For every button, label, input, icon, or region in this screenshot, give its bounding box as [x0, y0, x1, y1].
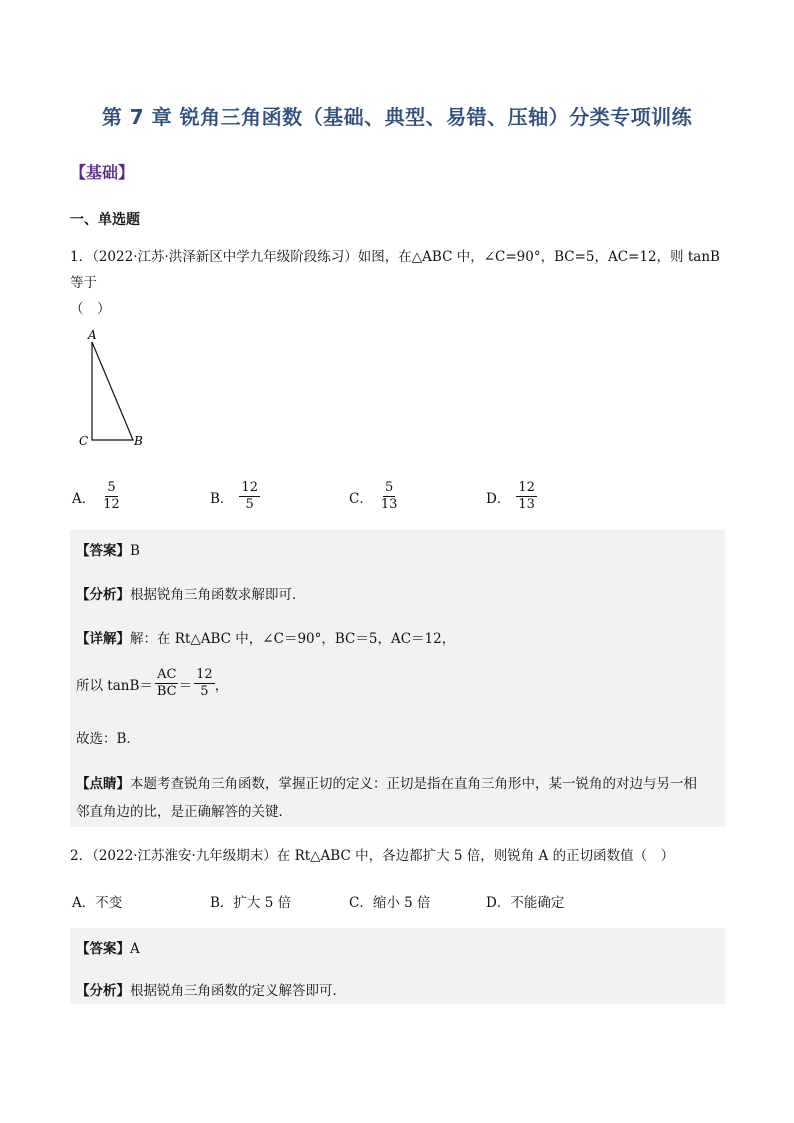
q1-option-d[interactable] — [486, 480, 537, 513]
question-2: 2．（2022·江苏淮安·九年级期末）在 Rt△ABC 中，各边都扩大 5 倍，则锐角 A 的正切函数值（ ） — [70, 848, 675, 864]
q1-option-c-letter: C． — [349, 490, 373, 507]
q2-option-a[interactable]: A．不变 — [72, 895, 123, 911]
subsection-heading: 一、单选题 — [70, 212, 140, 228]
triangle-abc — [92, 342, 133, 440]
q1-detail-line2: 所以 tanB＝ $\frac{AC}{BC}$ ＝ $\frac{12}{5}$ ， — [76, 667, 229, 699]
question-1 — [70, 244, 725, 322]
q1-analysis: 【分析】根据锐角三角函数求解即可． — [76, 587, 306, 603]
vertex-label-b: B — [134, 434, 143, 448]
q1-comment-line2: 邻直角边的比，是正确解答的关键． — [76, 804, 292, 820]
q1-option-c-fraction: $\frac{5}{13}$ — [380, 480, 398, 512]
q2-option-b[interactable]: B．扩大 5 倍 — [210, 895, 292, 911]
page-title: 第 7 章 锐角三角函数（基础、典型、易错、压轴）分类专项训练 — [101, 105, 693, 129]
vertex-label-a: A — [88, 328, 97, 342]
section-heading: 【基础】 — [70, 163, 135, 182]
q1-option-a-fraction: $\frac{5}{12}$ — [103, 480, 120, 512]
q1-detail-line3: 故选：B． — [76, 731, 140, 747]
q1-option-d-letter: D． — [486, 490, 511, 507]
q1-option-a[interactable] — [72, 480, 122, 513]
q2-answer: 【答案】A — [76, 941, 140, 957]
q2-analysis: 【分析】根据锐角三角函数的定义解答即可． — [76, 983, 346, 999]
q1-option-b-letter: B． — [210, 490, 234, 507]
triangle-figure — [75, 325, 155, 450]
q1-option-b-fraction: $\frac{12}{5}$ — [241, 480, 258, 512]
q2-option-c[interactable]: C．缩小 5 倍 — [349, 895, 431, 911]
q1-option-c[interactable] — [349, 480, 399, 513]
question-1-line2: （ ） — [70, 301, 111, 317]
q1-option-d-fraction: $\frac{12}{13}$ — [518, 480, 535, 512]
q1-detail-fraction-ac-bc: $\frac{AC}{BC}$ — [156, 667, 177, 699]
question-1-line1: 1．（2022·江苏·洪泽新区中学九年级阶段练习）如图，在△ABC 中，∠C=90°，BC=5，AC=12，则 tanB 等于 — [70, 249, 720, 291]
q1-option-b[interactable] — [210, 480, 260, 513]
q1-detail-line1: 【详解】解：在 Rt△ABC 中，∠C＝90°，BC＝5，AC＝12， — [76, 631, 456, 647]
q1-answer: 【答案】B — [76, 543, 140, 559]
q1-option-a-letter: A． — [72, 490, 96, 507]
q1-comment-line1: 【点睛】本题考查锐角三角函数，掌握正切的定义：正切是指在直角三角形中，某一锐角的对边与另一相 — [76, 776, 697, 792]
vertex-label-c: C — [79, 434, 89, 448]
q1-solution-box — [70, 530, 725, 827]
q2-option-d[interactable]: D．不能确定 — [486, 895, 565, 911]
q1-detail-fraction-12-5: $\frac{12}{5}$ — [196, 667, 213, 699]
q2-solution-box — [70, 928, 725, 1004]
